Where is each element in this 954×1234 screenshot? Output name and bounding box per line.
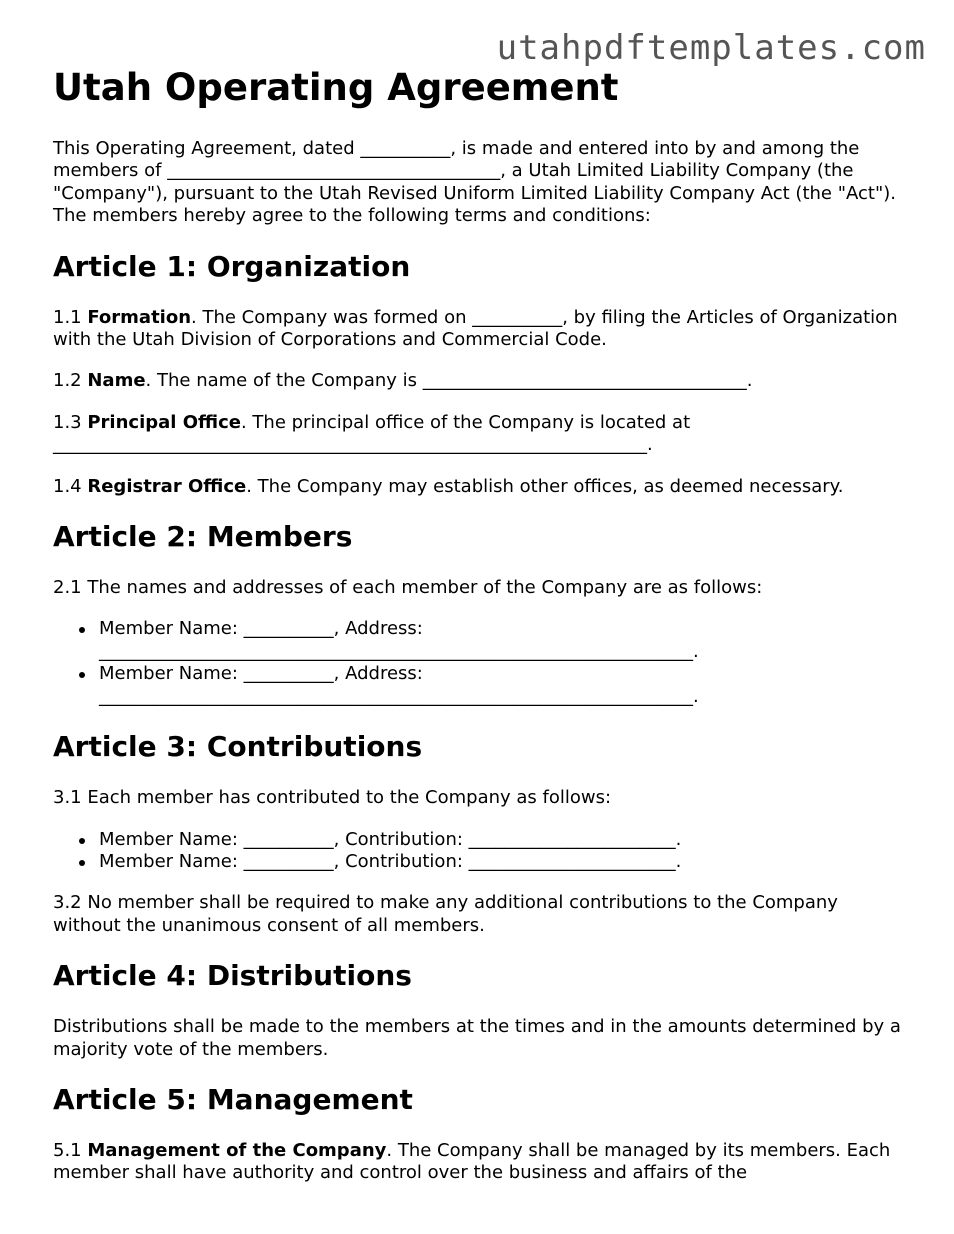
section-1-3-blank: __________________________________________________________________. xyxy=(53,434,653,456)
list-item xyxy=(99,663,903,708)
member-address-blank: __________________________________________________________________. xyxy=(99,685,699,707)
section-3-2: 3.2 No member shall be required to make any additional contributions to the Company without the unanimous consent of all members. xyxy=(53,892,838,936)
article-2-heading: Article 2: Members xyxy=(53,520,353,554)
member-list xyxy=(53,618,903,708)
section-1-4 xyxy=(53,476,903,498)
section-1-4-text: . The Company may establish other offices, as deemed necessary. xyxy=(246,475,844,497)
member-address-blank: __________________________________________________________________. xyxy=(99,640,699,662)
article-1-heading: Article 1: Organization xyxy=(53,249,411,283)
section-1-3 xyxy=(53,412,903,457)
article-3-heading: Article 3: Contributions xyxy=(53,730,423,764)
article-4-text: Distributions shall be made to the members at the times and in the amounts determined by a majority vote of the members. xyxy=(53,1016,901,1060)
section-1-1-text: . The Company was formed on __________, by filing the Articles of Organization with the Utah Division of Corporations and Commercial Code. xyxy=(53,306,898,351)
section-1-2-title: Name xyxy=(87,370,146,392)
section-1-1-title: Formation xyxy=(87,306,192,328)
list-item: Member Name: __________, Contribution: _______________________. xyxy=(99,851,903,873)
article-1 xyxy=(53,250,903,498)
section-5-1 xyxy=(53,1140,903,1185)
member-label: Member Name: __________, Address: xyxy=(99,663,423,685)
article-3 xyxy=(53,730,903,937)
section-5-1-text: . The Company shall be managed by its members. Each member shall have authority and control over the business and affairs of the xyxy=(53,1139,891,1184)
list-item xyxy=(99,618,903,663)
article-2 xyxy=(53,520,903,708)
document-flow xyxy=(53,138,903,1185)
section-1-1 xyxy=(53,307,903,352)
member-label: Member Name: __________, Address: xyxy=(99,618,423,640)
contribution-list xyxy=(53,829,903,874)
section-5-1-number: 5.1 xyxy=(53,1139,88,1161)
section-3-1: 3.1 Each member has contributed to the Company as follows: xyxy=(53,787,612,809)
section-2-1: 2.1 The names and addresses of each member of the Company are as follows: xyxy=(53,577,763,599)
list-item: Member Name: __________, Contribution: _______________________. xyxy=(99,829,903,851)
article-5 xyxy=(53,1083,903,1185)
section-1-3-number: 1.3 xyxy=(53,411,88,433)
section-1-3-title: Principal Office xyxy=(87,411,241,433)
article-5-heading: Article 5: Management xyxy=(53,1082,413,1116)
section-1-4-title: Registrar Office xyxy=(87,475,247,497)
document-title: Utah Operating Agreement xyxy=(53,66,619,109)
intro-paragraph: This Operating Agreement, dated __________, is made and entered into by and among the members of _____________________________________, a Utah Limited Liability Company (the "Company"), pursuant to the Utah Revised Uniform Limited Liability Company Act (the "Act"). The members hereby agree to the following terms and conditions: xyxy=(53,138,896,227)
article-4 xyxy=(53,959,903,1061)
section-1-3-text: . The principal office of the Company is located at xyxy=(240,411,691,433)
section-1-1-number: 1.1 xyxy=(53,306,88,328)
section-1-4-number: 1.4 xyxy=(53,475,88,497)
section-1-2 xyxy=(53,370,903,392)
section-5-1-title: Management of the Company xyxy=(87,1139,387,1161)
article-4-heading: Article 4: Distributions xyxy=(53,959,412,993)
watermark: utahpdftemplates.com xyxy=(496,28,926,68)
section-1-2-text: . The name of the Company is ____________________________________. xyxy=(145,370,753,392)
section-1-2-number: 1.2 xyxy=(53,370,88,392)
